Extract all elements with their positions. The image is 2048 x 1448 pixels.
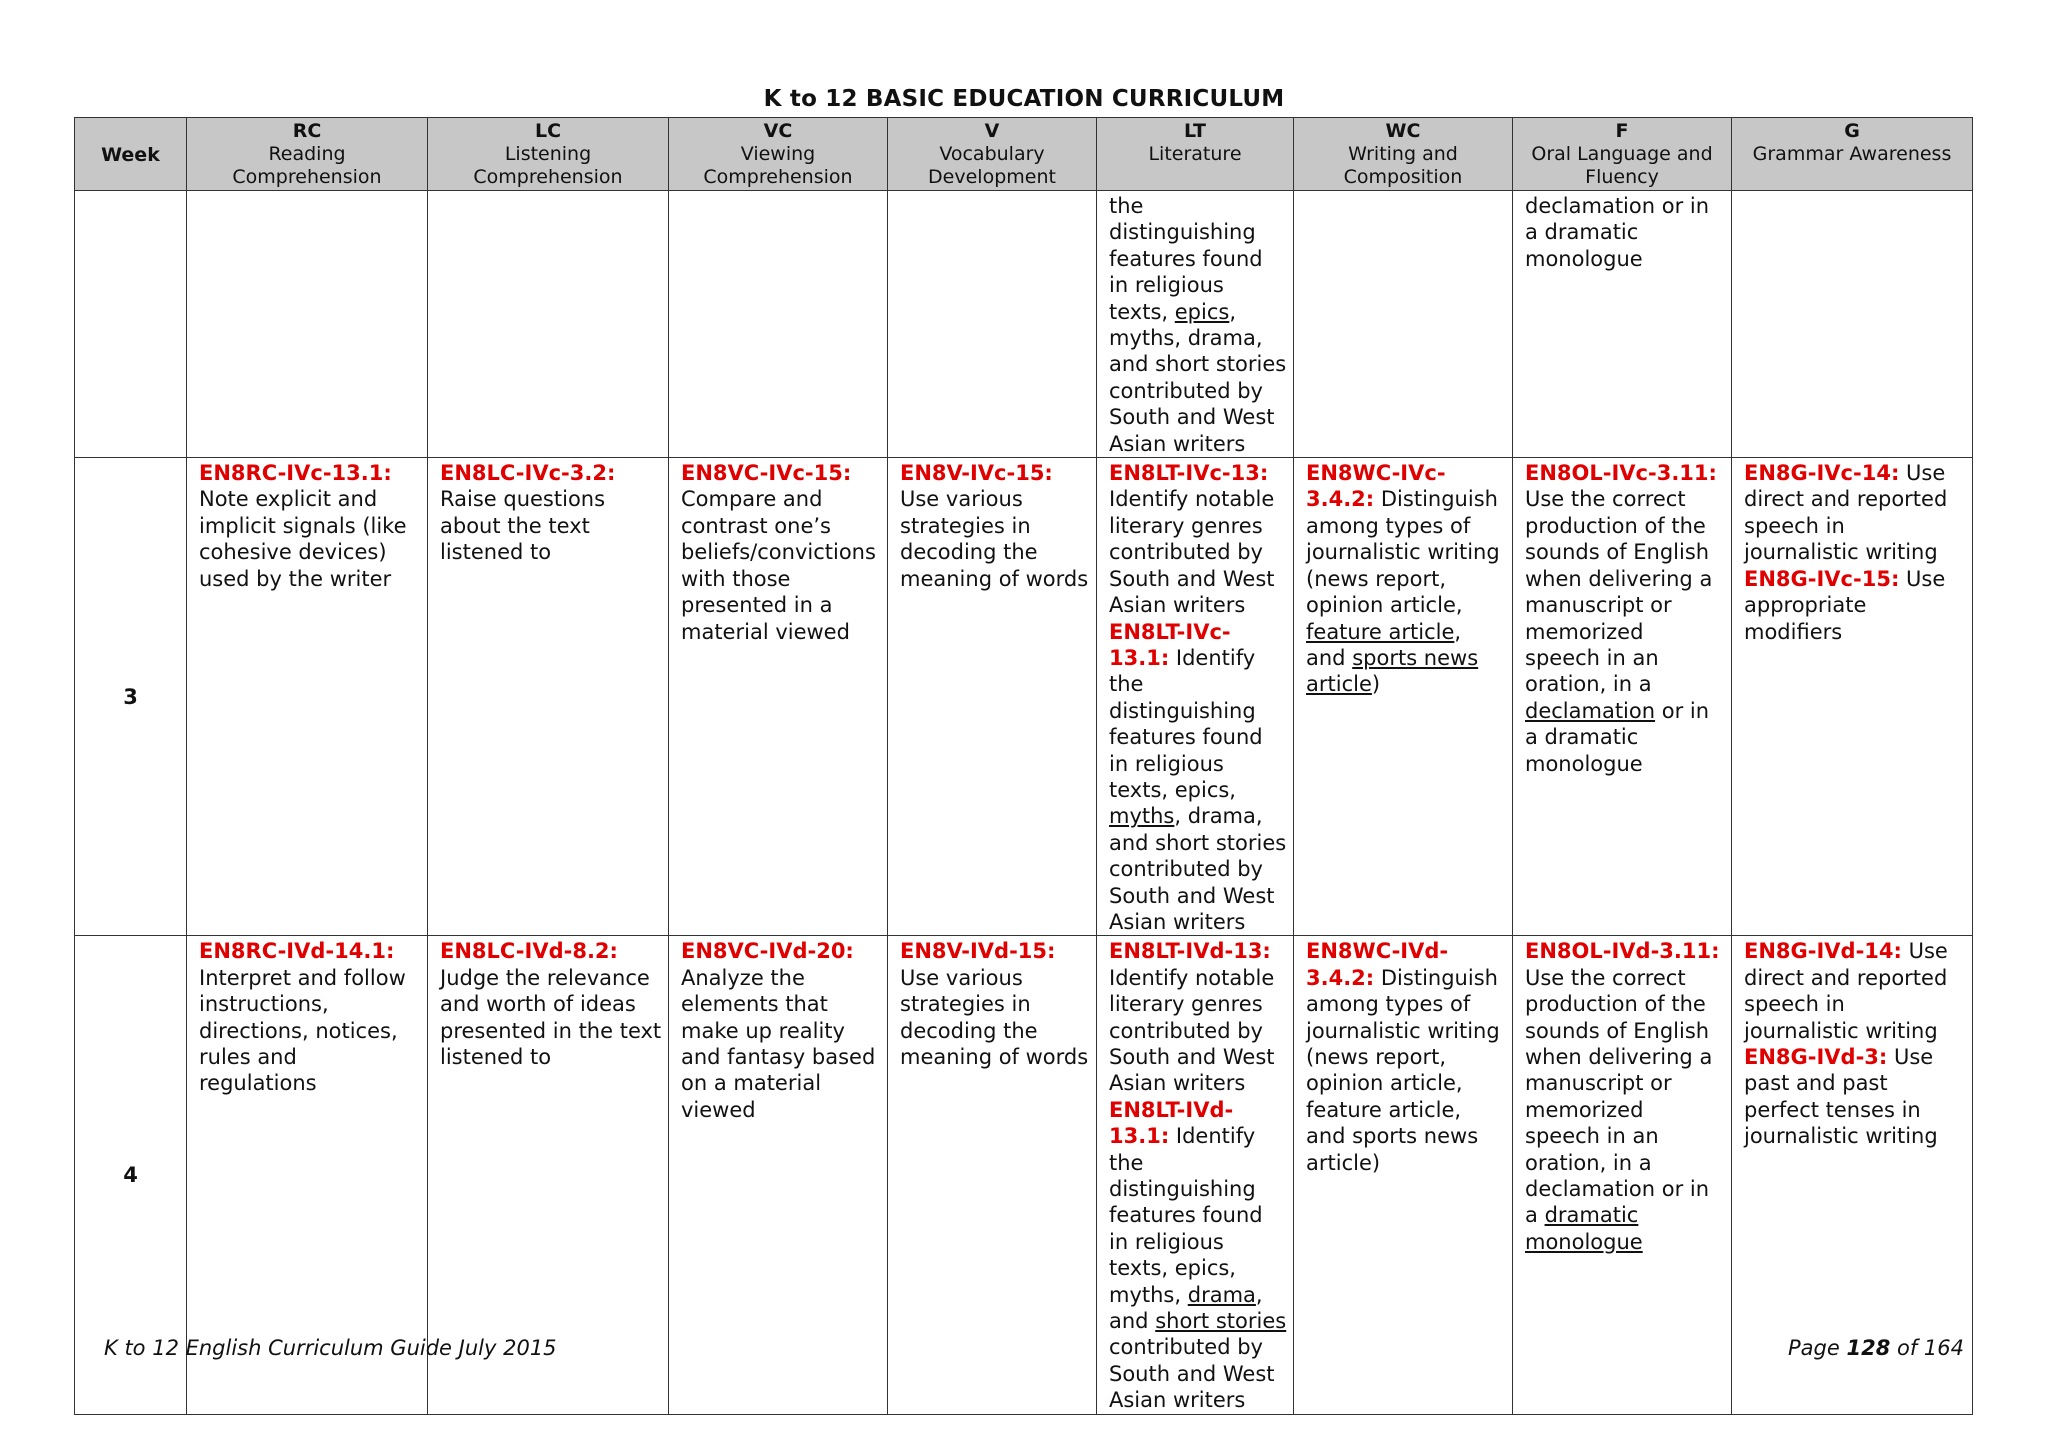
week-number: 4 [75, 936, 187, 1414]
cell-rc: EN8RC-IVd-14.1: Interpret and follow instructions, directions, notices, rules and regulations [187, 936, 428, 1414]
footer-page-number: Page 128 of 164 [1787, 1336, 1964, 1360]
cell-rc: EN8RC-IVc-13.1: Note explicit and implicit signals (like cohesive devices) used by the writer [187, 458, 428, 936]
header-lt: LT Literature [1097, 118, 1294, 191]
cell-lt: EN8LT-IVc-13: Identify notable literary genres contributed by South and West Asian writers EN8LT-IVc-13.1: Identify the distinguishing features found in religious texts, epics, myths, drama, and short stories contributed by South and West Asian writers [1097, 458, 1294, 936]
cell-lt: EN8LT-IVd-13: Identify notable literary genres contributed by South and West Asian writers EN8LT-IVd-13.1: Identify the distinguishing features found in religious texts, epics, myths, drama, and short stories contributed by South and West Asian writers [1097, 936, 1294, 1414]
cell-f: EN8OL-IVc-3.11: Use the correct production of the sounds of English when delivering a manuscript or memorized speech in an oration, in a declamation or in a dramatic monologue [1513, 458, 1732, 936]
header-week: Week [75, 118, 187, 191]
cell-f: EN8OL-IVd-3.11: Use the correct production of the sounds of English when delivering a manuscript or memorized speech in an oration, in a declamation or in a dramatic monologue [1513, 936, 1732, 1414]
cell-v: EN8V-IVd-15: Use various strategies in decoding the meaning of words [888, 936, 1097, 1414]
header-lc: LC Listening Comprehension [428, 118, 669, 191]
cell-v: EN8V-IVc-15: Use various strategies in decoding the meaning of words [888, 458, 1097, 936]
cell-f-continued: declamation or in a dramatic monologue [1513, 191, 1732, 458]
page-title: K to 12 BASIC EDUCATION CURRICULUM [763, 86, 1285, 112]
header-rc: RC Reading Comprehension [187, 118, 428, 191]
footer-guide-title: K to 12 English Curriculum Guide July 2015 [104, 1336, 557, 1360]
cell-wc: EN8WC-IVc-3.4.2: Distinguish among types of journalistic writing (news report, opinion article, feature article, and sports news article) [1294, 458, 1513, 936]
curriculum-table [74, 117, 1973, 1415]
week-number: 3 [75, 458, 187, 936]
cell-vc: EN8VC-IVd-20: Analyze the elements that make up reality and fantasy based on a material viewed [669, 936, 888, 1414]
cell-lt-continued: the distinguishing features found in religious texts, epics, myths, drama, and short stories contributed by South and West Asian writers [1097, 191, 1294, 458]
header-v: V Vocabulary Development [888, 118, 1097, 191]
header-g: G Grammar Awareness [1732, 118, 1973, 191]
header-vc: VC Viewing Comprehension [669, 118, 888, 191]
cell-vc: EN8VC-IVc-15: Compare and contrast one’s beliefs/convictions with those presented in a material viewed [669, 458, 888, 936]
header-f: F Oral Language and Fluency [1513, 118, 1732, 191]
cell-g: EN8G-IVd-14: Use direct and reported speech in journalistic writing EN8G-IVd-3: Use past and past perfect tenses in journalistic writing [1732, 936, 1973, 1414]
table-row-week-3 [75, 458, 1973, 936]
cell-wc: EN8WC-IVd-3.4.2: Distinguish among types of journalistic writing (news report, opinion article, feature article, and sports news article) [1294, 936, 1513, 1414]
header-wc: WC Writing and Composition [1294, 118, 1513, 191]
cell-g: EN8G-IVc-14: Use direct and reported speech in journalistic writing EN8G-IVc-15: Use appropriate modifiers [1732, 458, 1973, 936]
header-row [75, 118, 1973, 191]
cell-lc: EN8LC-IVc-3.2: Raise questions about the text listened to [428, 458, 669, 936]
table-row-continued [75, 191, 1973, 458]
cell-lc: EN8LC-IVd-8.2: Judge the relevance and worth of ideas presented in the text listened to [428, 936, 669, 1414]
